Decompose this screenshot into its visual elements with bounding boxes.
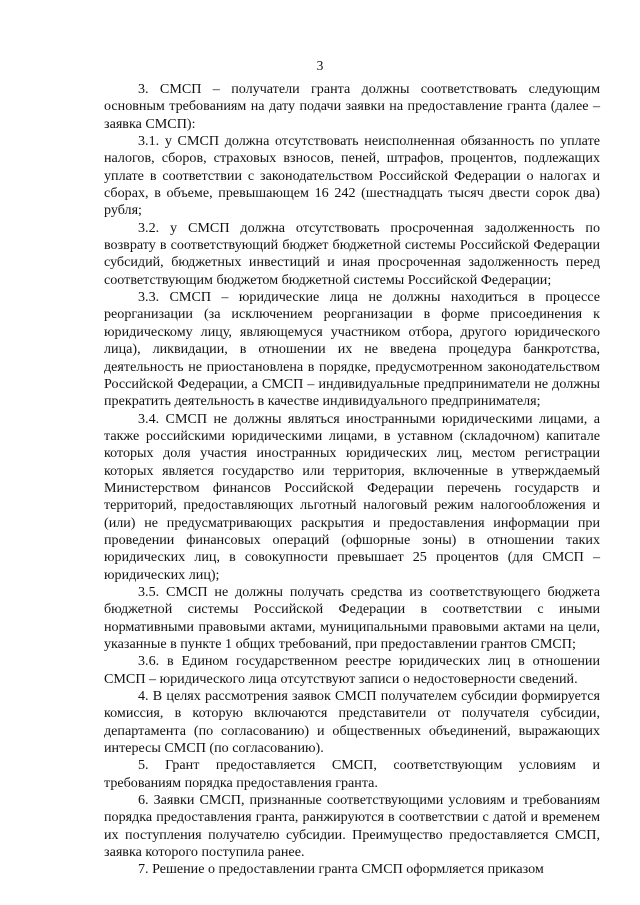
paragraph-3-3: 3.3. СМСП – юридические лица не должны находиться в процессе реорганизации (за исключением реорганизации в форме присоединения к юридическому лицу, являющемуся участником отбора, другого юридического лица), ликвидации, в отношении их не введена процедура банкротства, деятельность не приостановлена в порядке, предусмотренном законодательством Российской Федерации, а СМСП – индивидуальные предприниматели не должны прекратить деятельность в качестве индивидуального предпринимателя;	[104, 289, 600, 410]
paragraph-3-2: 3.2. у СМСП должна отсутствовать просроченная задолженность по возврату в соответствующий бюджет бюджетной системы Российской Федерации субсидий, бюджетных инвестиций и иная просроченная задолженность перед соответствующим бюджетом бюджетной системы Российской Федерации;	[104, 219, 600, 288]
paragraph-4: 4. В целях рассмотрения заявок СМСП получателем субсидии формируется комиссия, в которую включаются представители от получателя субсидии, департамента (по согласованию) и общественных объединений, выражающих интересы СМСП (по согласованию).	[104, 688, 600, 757]
paragraph-3-5: 3.5. СМСП не должны получать средства из соответствующего бюджета бюджетной системы Российской Федерации в соответствии с иными нормативными правовыми актами, муниципальными правовыми актами на цели, указанные в пункте 1 общих требований, при предоставлении грантов СМСП;	[104, 583, 600, 652]
paragraph-3: 3. СМСП – получатели гранта должны соответствовать следующим основным требованиям на дату подачи заявки на предоставление гранта (далее – заявка СМСП):	[104, 81, 600, 132]
paragraph-7: 7. Решение о предоставлении гранта СМСП оформляется приказом	[138, 861, 544, 878]
paragraph-5: 5. Грант предоставляется СМСП, соответствующим условиям и требованиям порядка предоставления гранта.	[104, 757, 600, 791]
paragraph-3-1: 3.1. у СМСП должна отсутствовать неисполненная обязанность по уплате налогов, сборов, страховых взносов, пеней, штрафов, процентов, подлежащих уплате в соответствии с законодательством Российской Федерации о налогах и сборах, в объеме, превышающем 16 242 (шестнадцать тысяч двести сорок два) рубля;	[104, 133, 600, 219]
paragraph-3-6: 3.6. в Едином государственном реестре юридических лиц в отношении СМСП – юридического лица отсутствуют записи о недостоверности сведений.	[104, 653, 600, 687]
paragraph-3-4: 3.4. СМСП не должны являться иностранными юридическими лицами, а также российскими юридическими лицами, в уставном (складочном) капитале которых доля участия иностранных юридических лиц, местом регистрации которых является государство или территория, включенные в утверждаемый Министерством финансов Российской Федерации перечень государств и территорий, предоставляющих льготный налоговый режим налогообложения и (или) не предусматривающих раскрытия и предоставления информации при проведении финансовых операций (офшорные зоны) в отношении таких юридических лиц, в совокупности превышает 25 процентов (для СМСП – юридических лиц);	[104, 410, 600, 583]
page-number: 3	[316, 58, 324, 73]
paragraph-6: 6. Заявки СМСП, признанные соответствующими условиям и требованиям порядка предоставления гранта, ранжируются в соответствии с датой и временем их поступления получателю субсидии. Преимущество предоставляется СМСП, заявка которого поступила ранее.	[104, 792, 600, 861]
document-body	[104, 81, 600, 879]
